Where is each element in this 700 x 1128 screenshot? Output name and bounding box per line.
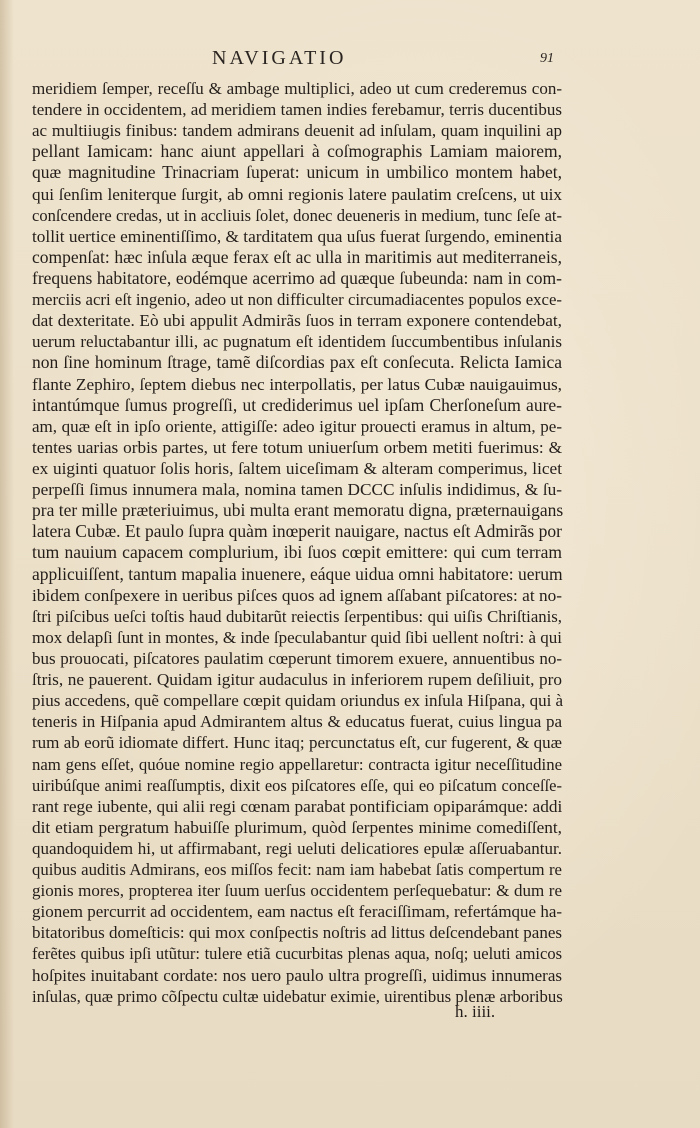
text-line: bus prouocati, piſcatores paulatim cœperunt timorem exuere, annuentibus no- bbox=[32, 648, 562, 668]
text-line: perpeſſi ſimus innumera mala, nomina tamen DCCC inſulis indidimus, & ſu- bbox=[32, 480, 562, 500]
text-line: inſulas, quæ primo cõſpectu cultæ uidebatur eximie, uirentibus plenæ arboribus bbox=[32, 986, 563, 1006]
text-line: conſcendere credas, ut in accliuis ſolet, donec deueneris in medium, tunc ſeſe at- bbox=[32, 205, 562, 225]
text-line: qui ſenſim leniterque ſurgit, ab omni regionis latere paulatim creſcens, ut uix bbox=[32, 184, 562, 204]
text-line: uiribúſque animi reaſſumptis, dixit eos piſcatores eſſe, qui eo piſcatum conceſſe- bbox=[32, 775, 562, 795]
text-line: ferẽtes quibus ipſi utũtur: tulere etiã cucurbitas plenas aqua, noſq; ueluti amicos bbox=[32, 944, 562, 964]
text-line: meridiem ſemper, receſſu & ambage multiplici, adeo ut cum crederemus con- bbox=[32, 79, 562, 98]
text-line: non ſine hominum ſtrage, tamẽ diſcordias pax eſt conſecuta. Relicta Iamica bbox=[32, 352, 562, 373]
text-line: ex uiginti quatuor ſolis horis, ſaltem uiceſimam & alteram comperimus, licet bbox=[32, 458, 562, 478]
text-line: applicuiſſent, tantum mapalia inuenere, eáque uidua omni habitatore: uerum bbox=[32, 563, 563, 584]
text-line: intantúmque ſumus progreſſi, ut crediderimus uel ipſam Cherſoneſum aure- bbox=[32, 394, 562, 415]
text-line: quibus auditis Admirans, eos miſſos fecit: nam iam habebat ſatis compertum re bbox=[32, 860, 562, 880]
text-line: gionis mores, propterea iter ſuum uerſus occidentem perſequebatur: & dum re bbox=[32, 881, 562, 901]
signature-mark: h. iiii. bbox=[455, 1002, 496, 1021]
text-line: ſtri piſcibus ueſci toſtis haud dubitarũt reiectis ſerpentibus: qui uiſis Chriſtianis, bbox=[32, 606, 562, 626]
text-line: teneris in Hiſpania apud Admirantem altus & educatus fuerat, cuius lingua pa bbox=[32, 712, 562, 732]
text-line: gionem percurrit ad occidentem, eam nactus eſt feraciſſimam, refertámque ha- bbox=[32, 902, 563, 922]
text-line: quandoquidem hi, ut affirmabant, regi ueluti delicatiores epulæ aſſeruabantur. bbox=[32, 838, 562, 858]
text-line: quæ magnitudine Trinacriam ſuperat: unicum in umbilico montem habet, bbox=[32, 162, 562, 183]
text-line: dit etiam pergratum habuiſſe plurimum, quòd ſerpentes minime comediſſent, bbox=[32, 817, 562, 837]
text-line: latera Cubæ. Et paulo ſupra quàm inœperit nauigare, nactus eſt Admirãs por bbox=[32, 521, 562, 542]
text-line: compenſat: hæc inſula æque ferax eſt ac ulla in maritimis aut mediterraneis, bbox=[32, 246, 562, 267]
text-line: tum nauium capacem complurium, ibi ſuos cœpit emittere: qui cum terram bbox=[32, 542, 562, 563]
text-line: pra ter mille præteriuimus, ubi multa erant memoratu digna, præternauigans bbox=[32, 500, 564, 521]
text-line: dat dexteritate. Eò ubi appulit Admirãs ſuos in terram exponere contendebat, bbox=[32, 311, 562, 331]
text-line: mox delapſi ſunt in montes, & inde ſpeculabantur quid ſibi uellent noſtri: à qui bbox=[32, 627, 562, 647]
body-text bbox=[32, 78, 562, 1028]
text-line: ac multiiugis finibus: tandem admirans deuenit ad inſulam, quam inquilini ap bbox=[32, 121, 562, 141]
text-line: rant rege iubente, qui alii regi cœnam parabat pontificiam opiparámque: addi bbox=[32, 796, 563, 816]
text-line: bitatoribus domeſticis: qui mox conſpectis noſtris ad littus deſcendebant panes bbox=[32, 923, 562, 943]
text-line: pius accedens, quẽ compellare cœpit quidam oriundus ex inſula Hiſpana, qui à bbox=[32, 691, 564, 711]
text-line: merciis acri eſt ingenio, adeo ut non difficulter circumadiacentes populos exce- bbox=[32, 290, 562, 310]
text-line: pellant Iamicam: hanc aiunt appellari à coſmographis Lamiam maiorem, bbox=[32, 141, 562, 162]
text-line: hoſpites inuitabant cordate: nos uero paulo ultra progreſſi, uidimus innumeras bbox=[32, 965, 562, 985]
text-line: ibidem conſpexere in ueribus piſces quos ad ignem aſſabant piſcatores: at no- bbox=[32, 585, 562, 605]
text-line: tendere in occidentem, ad meridiem tamen indies ferebamur, terris ducentibus bbox=[32, 100, 562, 120]
text-line: rum ab eorũ idiomate differt. Hunc itaq; percunctatus eſt, cur fugerent, & quæ bbox=[32, 733, 562, 753]
text-line: am, quæ eſt in ipſo oriente, attigiſſe: adeo igitur prouecti eramus in altum, pe- bbox=[32, 416, 562, 436]
text-line: uerum reluctabantur illi, ac pugnatum eſt identidem ſuccumbentibus inſulanis bbox=[32, 332, 562, 352]
running-head: NAVIGATIO bbox=[212, 47, 347, 69]
text-line: tentes uarias orbis partes, ut fere totum uniuerſum orbem metiti fuerimus: & bbox=[32, 437, 562, 457]
text-line: ſtris, ne pauerent. Quidam igitur audaculus in inferiorem rupem deſiliuit, pro bbox=[32, 670, 562, 690]
text-line: nam gens eſſet, quóue nomine regio appellaretur: contracta igitur neceſſitudine bbox=[32, 754, 562, 774]
text-line: flante Zephiro, ſeptem diebus nec interpollatis, per latus Cubæ nauigauimus, bbox=[32, 374, 562, 394]
text-line: frequens habitatore, eodémque acerrimo ad quæque ſubeunda: nam in com- bbox=[32, 267, 562, 288]
page-number: 91 bbox=[540, 51, 554, 66]
text-line: tollit uertice eminentiſſimo, & tarditatem qua uſus fuerat ſurgendo, eminentia bbox=[32, 226, 562, 246]
